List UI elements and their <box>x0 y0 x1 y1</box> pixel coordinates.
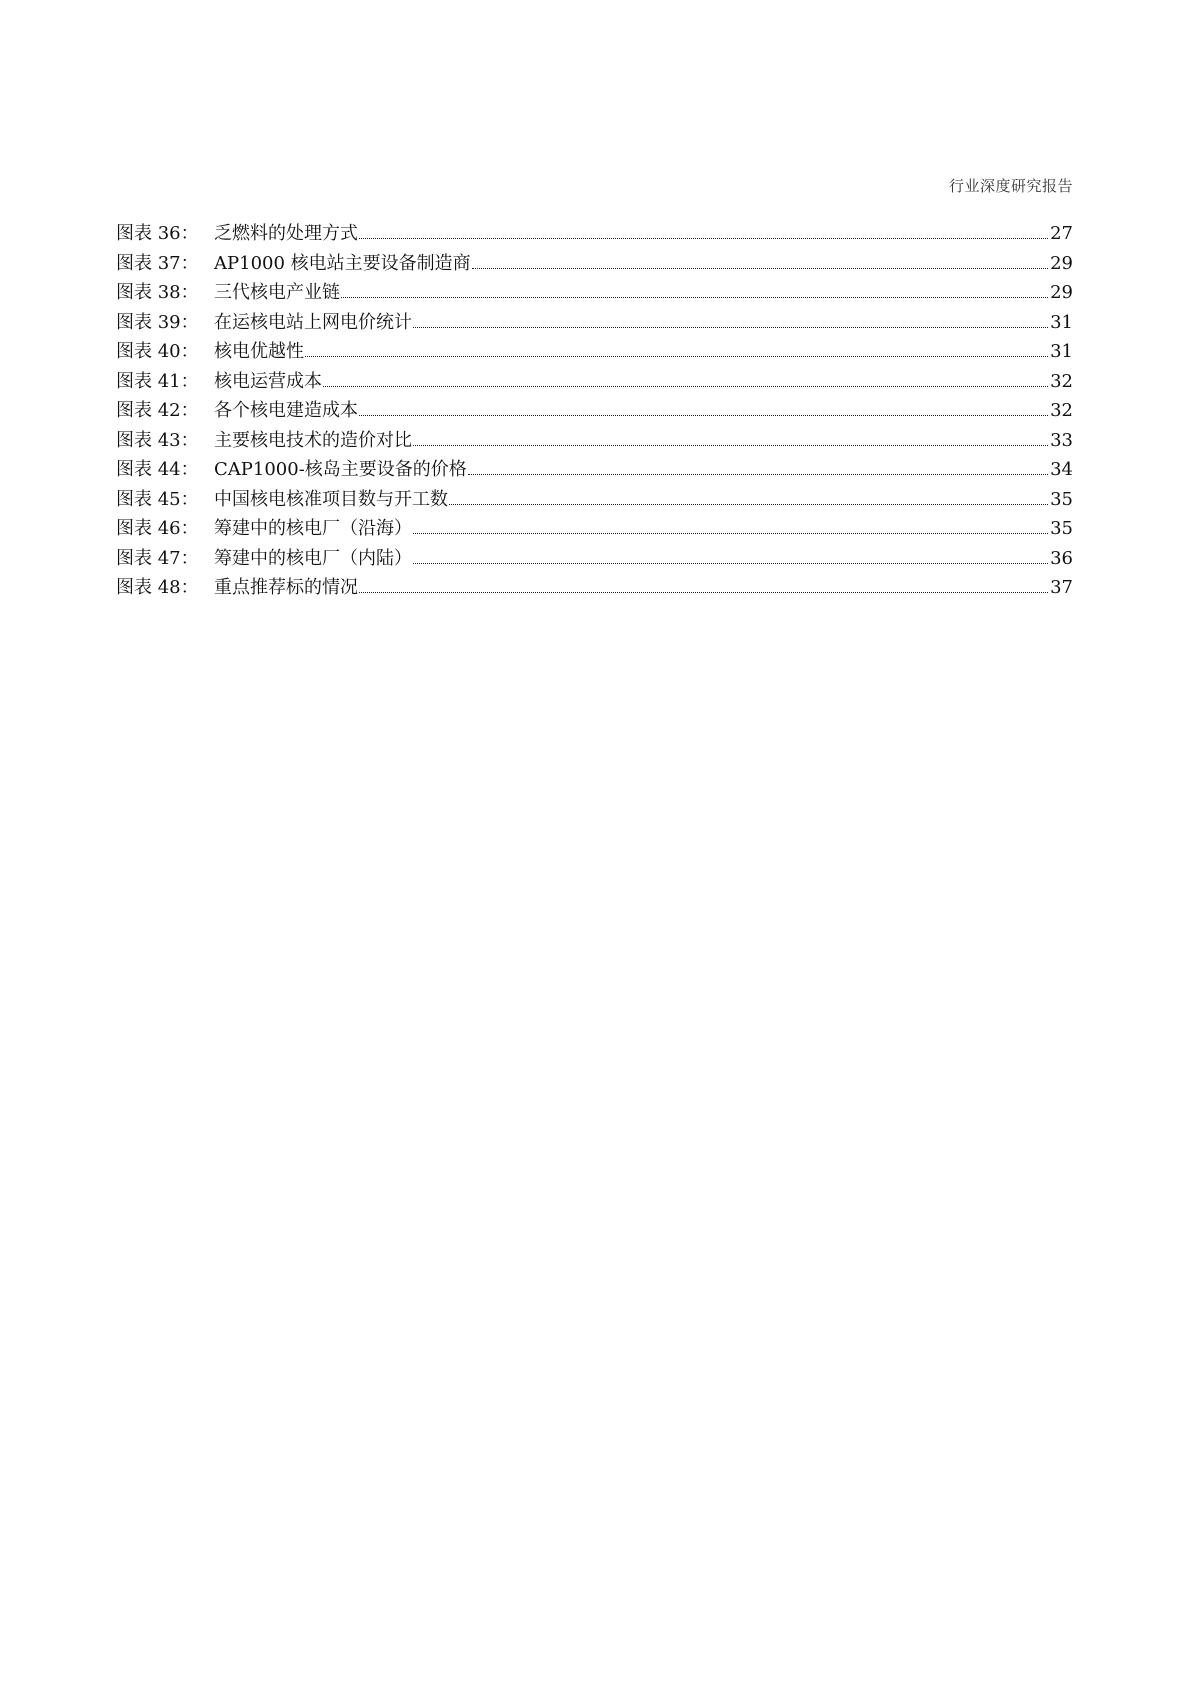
toc-entry-title: 筹建中的核电厂（沿海） <box>214 518 412 539</box>
toc-entry-page: 29 <box>1050 282 1073 303</box>
toc-entry-label: 图表 47： <box>116 547 199 569</box>
toc-dot-leader <box>413 327 1048 328</box>
toc-entry-label: 图表 39： <box>116 311 199 333</box>
toc-dot-leader <box>413 563 1048 564</box>
toc-dot-leader <box>305 356 1048 357</box>
toc-entry-39[interactable] <box>116 308 1073 338</box>
toc-entry-page: 37 <box>1050 577 1073 598</box>
toc-entry-title: 主要核电技术的造价对比 <box>214 429 412 451</box>
toc-entry-label: 图表 45： <box>116 488 199 510</box>
toc-entry-41[interactable] <box>116 367 1073 397</box>
toc-entry-page: 31 <box>1050 311 1073 333</box>
toc-dot-leader <box>472 268 1048 269</box>
toc-entry-page: 34 <box>1050 459 1073 480</box>
toc-dot-leader <box>359 592 1048 593</box>
page-header: 行业深度研究报告 <box>948 177 1073 195</box>
toc-entry-label: 图表 37： <box>116 252 199 274</box>
toc-entry-42[interactable] <box>116 396 1073 426</box>
toc-entry-title: 核电运营成本 <box>214 370 322 392</box>
toc-entry-title: 重点推荐标的情况 <box>214 577 358 598</box>
toc-entry-page: 29 <box>1050 252 1073 274</box>
toc-entry-45[interactable] <box>116 485 1073 515</box>
toc-dot-leader <box>359 415 1048 416</box>
toc-entry-title: 核电优越性 <box>214 341 304 362</box>
toc-entry-label: 图表 43： <box>116 429 199 451</box>
toc-dot-leader <box>323 386 1048 387</box>
toc-dot-leader <box>413 533 1048 534</box>
toc-entry-page: 32 <box>1050 370 1073 392</box>
toc-entry-label: 图表 36： <box>116 223 199 244</box>
table-of-figures <box>116 219 1073 603</box>
toc-entry-36[interactable] <box>116 219 1073 249</box>
toc-entry-page: 33 <box>1050 429 1073 451</box>
toc-entry-37[interactable] <box>116 249 1073 279</box>
toc-entry-title: 三代核电产业链 <box>214 282 340 303</box>
toc-dot-leader <box>341 297 1048 298</box>
toc-entry-page: 27 <box>1050 223 1073 244</box>
toc-entry-page: 31 <box>1050 341 1073 362</box>
toc-entry-47[interactable] <box>116 544 1073 574</box>
toc-entry-page: 35 <box>1050 518 1073 539</box>
toc-entry-title: 中国核电核准项目数与开工数 <box>214 488 448 510</box>
toc-entry-label: 图表 48： <box>116 577 199 598</box>
toc-dot-leader <box>468 474 1048 475</box>
toc-dot-leader <box>359 238 1048 239</box>
toc-entry-38[interactable] <box>116 278 1073 308</box>
toc-dot-leader <box>449 504 1048 505</box>
toc-entry-page: 36 <box>1050 547 1073 569</box>
toc-entry-43[interactable] <box>116 426 1073 456</box>
toc-entry-46[interactable] <box>116 514 1073 544</box>
toc-entry-title: 在运核电站上网电价统计 <box>214 311 412 333</box>
toc-dot-leader <box>413 445 1048 446</box>
toc-entry-44[interactable] <box>116 455 1073 485</box>
toc-entry-page: 32 <box>1050 400 1073 421</box>
toc-entry-title: 各个核电建造成本 <box>214 400 358 421</box>
toc-entry-label: 图表 44： <box>116 459 199 480</box>
toc-entry-title: AP1000 核电站主要设备制造商 <box>214 252 471 274</box>
toc-entry-label: 图表 41： <box>116 370 199 392</box>
toc-entry-title: 筹建中的核电厂（内陆） <box>214 547 412 569</box>
toc-entry-label: 图表 46： <box>116 518 199 539</box>
toc-entry-title: 乏燃料的处理方式 <box>214 223 358 244</box>
toc-entry-label: 图表 38： <box>116 282 199 303</box>
toc-entry-40[interactable] <box>116 337 1073 367</box>
toc-entry-48[interactable] <box>116 573 1073 603</box>
toc-entry-page: 35 <box>1050 488 1073 510</box>
toc-entry-title: CAP1000-核岛主要设备的价格 <box>214 459 467 480</box>
toc-entry-label: 图表 40： <box>116 341 199 362</box>
toc-entry-label: 图表 42： <box>116 400 199 421</box>
